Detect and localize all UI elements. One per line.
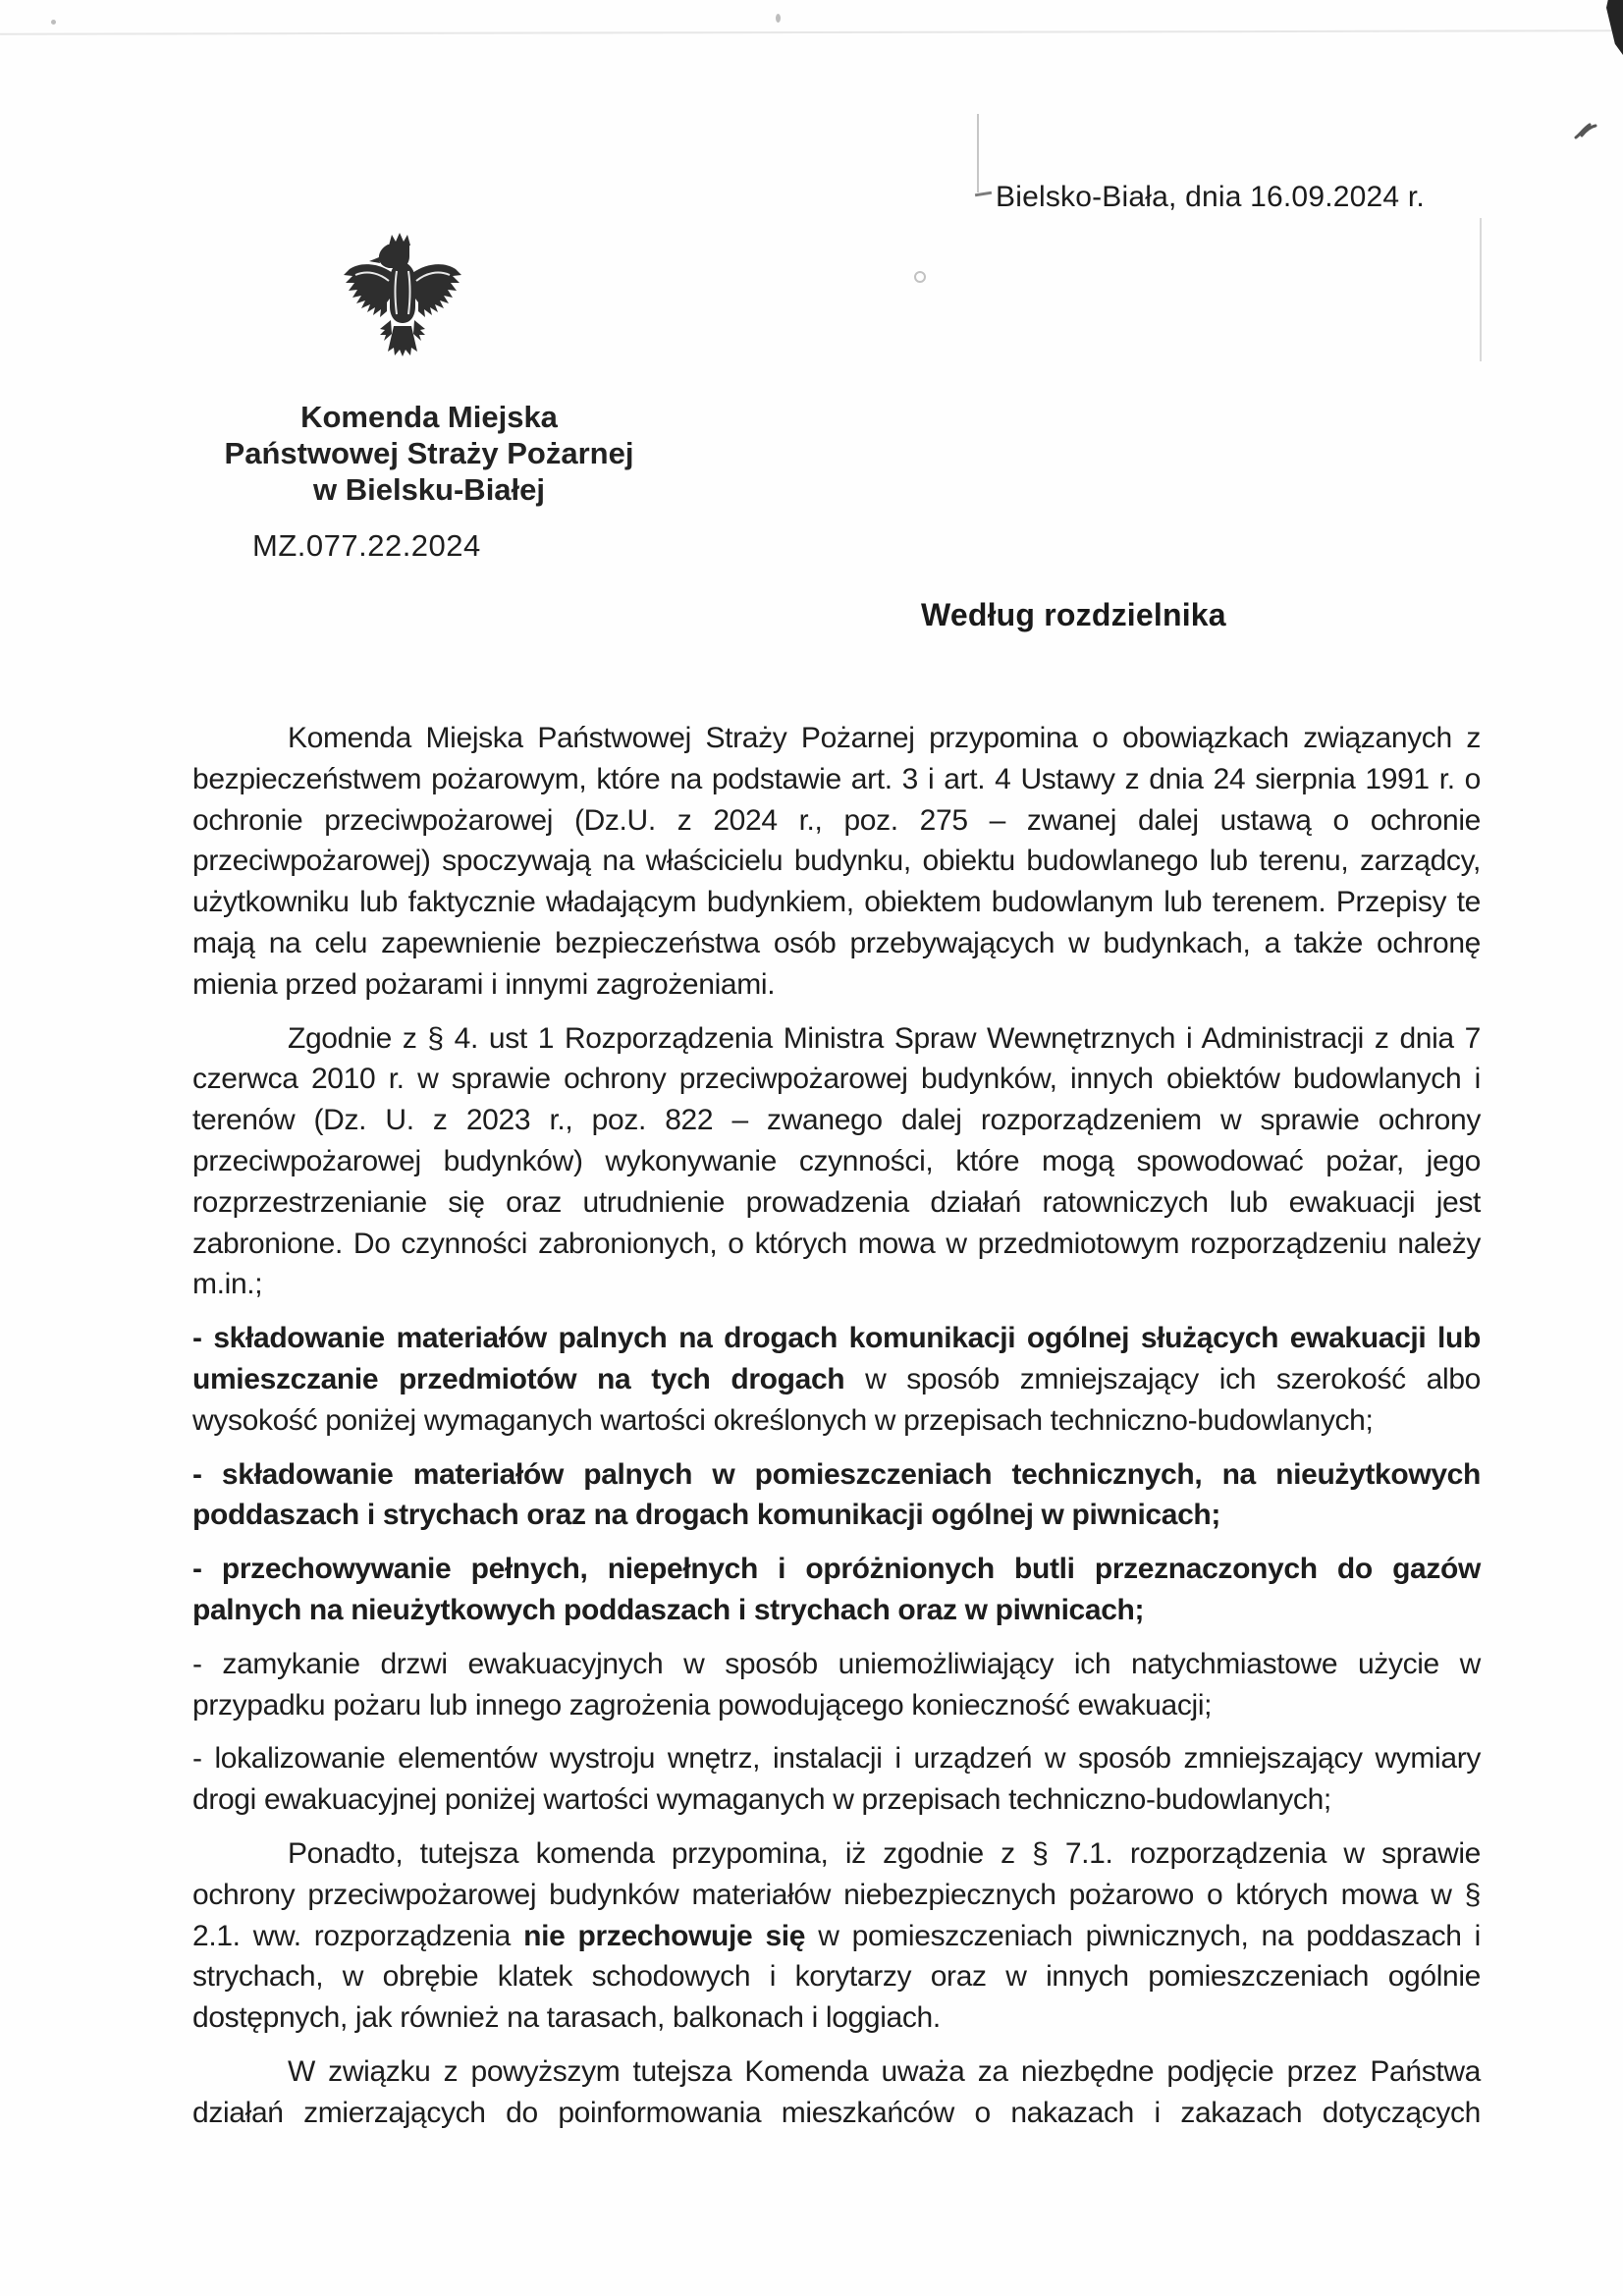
letter-body [192, 718, 1481, 2147]
paragraph-text: w sposób zmniejszający ich szerokość albo wysokość poniżej wymaganych wartości określonych w przepisach techniczno-budowlanych; [192, 1362, 1481, 1437]
addressee-line: Według rozdzielnika [921, 597, 1226, 632]
scan-speck [51, 20, 56, 25]
paragraph-text-bold: - składowanie materiałów palnych na drogach komunikacji ogólnej służących ewakuacji lub umieszczanie przedmiotów na tych drogach [192, 1322, 1481, 1395]
paragraph-text: - zamykanie drzwi ewakuacyjnych w sposób uniemożliwiający ich natychmiastowe użycie w przypadku pożaru lub innego zagrożenia powodującego konieczność ewakuacji; [192, 1647, 1481, 1722]
paragraph-dangerous-materials [192, 1833, 1481, 2039]
scan-corner-mark [1606, 0, 1623, 55]
paragraph-obligations [192, 718, 1481, 1006]
scan-fold-line [0, 29, 1623, 34]
org-name-line1: Komenda Miejska [300, 400, 558, 434]
paragraph-text: W związku z powyższym tutejsza Komenda uważa za niezbędne podjęcie przez Państwa działań zmierzających do poinformowania mieszkańców o nakazach i zakazach dotyczących [192, 2054, 1481, 2129]
paragraph-regulation [192, 1018, 1481, 1306]
paragraph-text-bold: nie przechowuje się [523, 1919, 806, 1952]
paragraph-text-bold: - przechowywanie pełnych, niepełnych i opróżnionych butli przeznaczonych do gazów palnych na nieużytkowych poddaszach i strychach oraz w piwnicach; [192, 1553, 1481, 1626]
pen-tick-mark [1572, 116, 1601, 145]
polish-eagle-emblem-icon [340, 230, 465, 369]
scan-vertical-line-right [1480, 218, 1482, 361]
paragraph-text: Zgodnie z § 4. ust 1 Rozporządzenia Ministra Spraw Wewnętrznych i Administracji z dnia 7 czerwca 2010 r. w sprawie ochrony przeciwpożarowej budynków, innych obiektów budowlanych i terenów (Dz. U. z 2023 r., poz. 822 – zwanego dalej rozporządzeniem w sprawie ochrony przeciwpożarowej budynków) wykonywanie czynności, które mogą spowodować pożar, jego rozprzestrzenianie się oraz utrudnienie prowadzenia działań ratowniczych lub ewakuacji jest zabronione. Do czynności zabronionych, o których mowa w przedmiotowym rozporządzeniu należy m.in.; [192, 1021, 1481, 1301]
reference-number: MZ.077.22.2024 [252, 528, 481, 563]
scan-speck [914, 271, 926, 283]
sender-block [211, 399, 647, 508]
bullet-interior-elements [192, 1738, 1481, 1821]
bullet-storage-technical-rooms [192, 1454, 1481, 1537]
paragraph-text: Ponadto, tutejsza komenda przypomina, iż zgodnie z § 7.1. rozporządzenia w sprawie ochrony przeciwpożarowej budynków materiałów niebezpiecznych pożarowo o których mowa w § 2.1. ww. rozporządzenia [192, 1836, 1481, 1952]
scan-vertical-line-top [977, 114, 979, 192]
bullet-storage-escape-routes [192, 1318, 1481, 1441]
paragraph-closing [192, 2051, 1481, 2134]
bullet-locking-exit-doors [192, 1644, 1481, 1726]
paragraph-text-bold: - składowanie materiałów palnych w pomieszczeniach technicznych, na nieużytkowych poddaszach i strychach oraz na drogach komunikacji ogólnej w piwnicach; [192, 1457, 1481, 1532]
paragraph-text: Komenda Miejska Państwowej Straży Pożarnej przypomina o obowiązkach związanych z bezpieczeństwem pożarowym, które na podstawie art. 3 i art. 4 Ustawy z dnia 24 sierpnia 1991 r. o ochronie przeciwpożarowej (Dz.U. z 2024 r., poz. 275 – zwanej dalej ustawą o ochronie przeciwpożarowej) spoczywają na właścicielu budynku, obiektu budowlanego lub terenu, zarządcy, użytkowniku lub faktycznie władającym budynkiem, obiektem budowlanym lub terenem. Przepisy te mają na celu zapewnienie bezpieczeństwa osób przebywających w budynkach, a także ochronę mienia przed pożarami i innymi zagrożeniami. [192, 722, 1481, 1001]
org-name-line3: w Bielsku-Białej [312, 472, 546, 507]
paragraph-text: - lokalizowanie elementów wystroju wnętrz, instalacji i urządzeń w sposób zmniejszający wymiary drogi ewakuacyjnej poniżej wartości wymaganych w przepisach techniczno-budowlanych; [192, 1742, 1481, 1817]
date-line: Bielsko-Biała, dnia 16.09.2024 r. [996, 181, 1425, 213]
paragraph-text: w pomieszczeniach piwnicznych, na poddaszach i strychach, w obrębie klatek schodowych i korytarzy oraz w innych pomieszczeniach ogólnie dostępnych, jak również na tarasach, balkonach i loggiach. [192, 1919, 1481, 2035]
org-name-line2: Państwowej Straży Pożarnej [224, 436, 634, 470]
bullet-gas-cylinders [192, 1549, 1481, 1631]
scan-speck [776, 14, 781, 23]
